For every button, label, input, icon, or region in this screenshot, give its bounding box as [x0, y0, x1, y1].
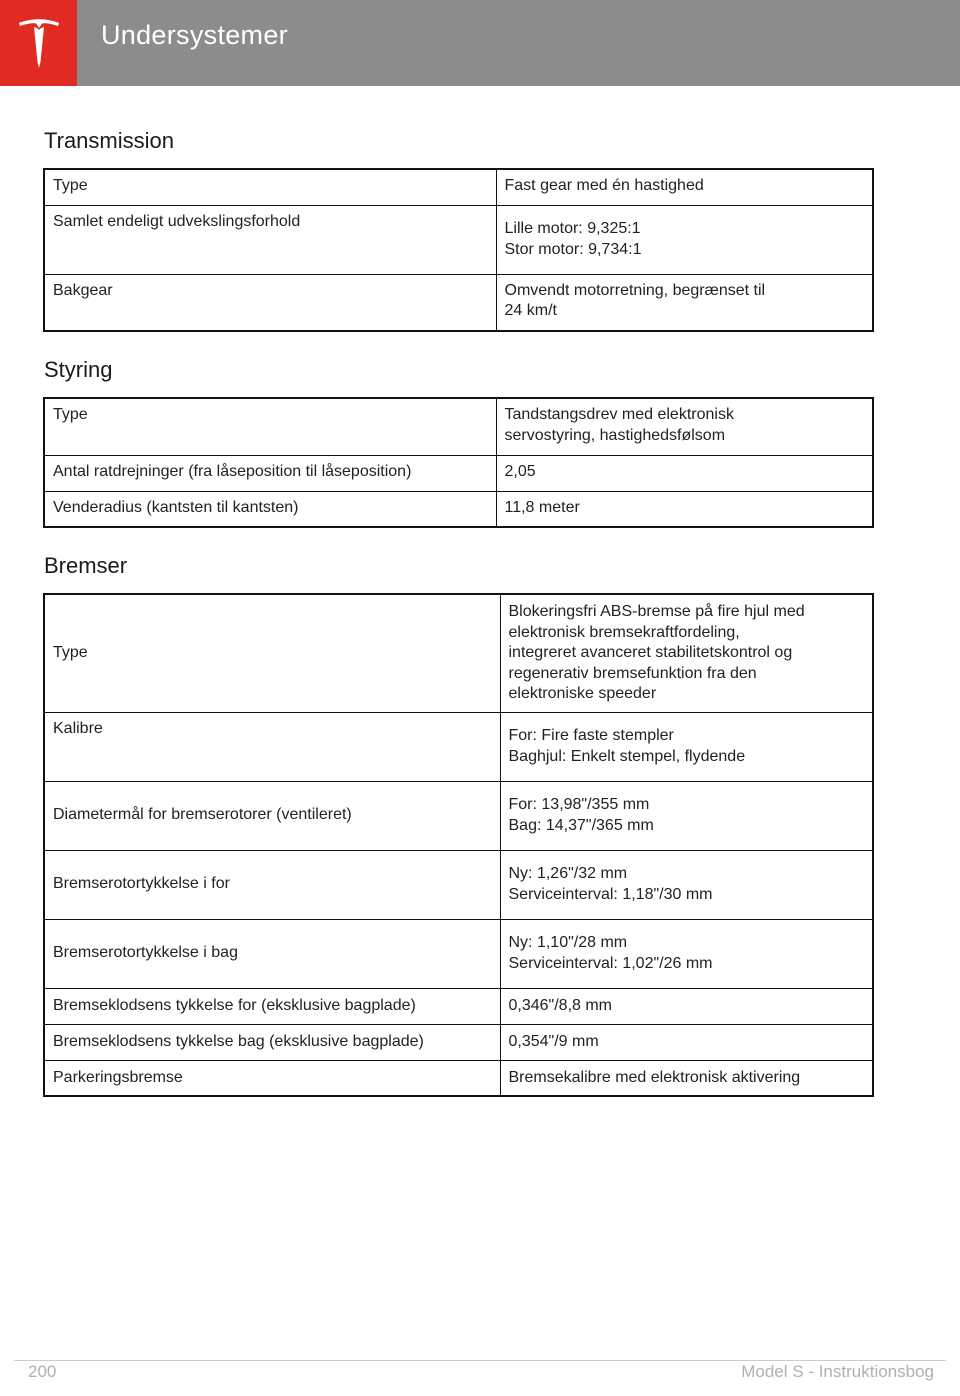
table-cell-label: Bremseklodsens tykkelse for (eksklusive bagplade): [44, 988, 500, 1024]
table-row: [44, 274, 873, 331]
table-row: [44, 169, 873, 205]
table-row: [44, 594, 873, 712]
table-cell-label: Parkeringsbremse: [44, 1060, 500, 1096]
table-cell-label: Type: [44, 398, 496, 455]
header-bar: [77, 0, 960, 86]
table-cell-value: Bremsekalibre med elektronisk aktivering: [500, 1060, 873, 1096]
table-row: [44, 398, 873, 455]
table-cell-value: Lille motor: 9,325:1 Stor motor: 9,734:1: [496, 205, 873, 274]
table-cell-label: Type: [44, 169, 496, 205]
table-cell-value: For: Fire faste stempler Baghjul: Enkelt stempel, flydende: [500, 712, 873, 781]
table-cell-label: Diametermål for bremserotorer (ventileret): [44, 781, 500, 850]
footer-document-title: Model S - Instruktionsbog: [741, 1362, 934, 1381]
section-title-steering: Styring: [44, 357, 113, 382]
table-cell-value: Ny: 1,26"/32 mm Serviceinterval: 1,18"/30 mm: [500, 850, 873, 919]
table-cell-value: 0,346"/8,8 mm: [500, 988, 873, 1024]
page-number: 200: [28, 1362, 57, 1381]
table-cell-label: Bakgear: [44, 274, 496, 331]
table-row: [44, 712, 873, 781]
table-cell-value: 2,05: [496, 455, 873, 491]
table-cell-value: Blokeringsfri ABS-bremse på fire hjul med elektronisk bremsekraftfordeling, integreret avanceret stabilitetskontrol og regenerativ bremsefunktion fra den elektroniske speeder: [500, 594, 873, 712]
table-row: [44, 491, 873, 527]
table-row: [44, 455, 873, 491]
table-row: [44, 1060, 873, 1096]
footer-divider: [14, 1360, 946, 1361]
transmission-table: [43, 168, 874, 332]
section-title-brakes: Bremser: [44, 553, 128, 578]
brakes-table: [43, 593, 874, 1097]
table-row: [44, 205, 873, 274]
table-row: [44, 919, 873, 988]
page-title: Undersystemer: [101, 20, 288, 50]
table-cell-label: Kalibre: [44, 712, 500, 781]
table-cell-value: 0,354"/9 mm: [500, 1024, 873, 1060]
table-cell-value: Tandstangsdrev med elektronisk servostyring, hastighedsfølsom: [496, 398, 873, 455]
table-cell-label: Samlet endeligt udvekslingsforhold: [44, 205, 496, 274]
table-row: [44, 1024, 873, 1060]
section-title-transmission: Transmission: [44, 128, 174, 153]
table-cell-value: For: 13,98"/355 mm Bag: 14,37"/365 mm: [500, 781, 873, 850]
logo-box: [0, 0, 77, 86]
table-cell-label: Antal ratdrejninger (fra låseposition til låseposition): [44, 455, 496, 491]
table-cell-label: Bremserotortykkelse i for: [44, 850, 500, 919]
table-cell-value: Omvendt motorretning, begrænset til 24 km/t: [496, 274, 873, 331]
table-cell-value: Ny: 1,10"/28 mm Serviceinterval: 1,02"/26 mm: [500, 919, 873, 988]
tesla-logo-icon: [16, 16, 62, 70]
table-cell-value: 11,8 meter: [496, 491, 873, 527]
table-row: [44, 850, 873, 919]
steering-table: [43, 397, 874, 528]
table-row: [44, 781, 873, 850]
table-cell-label: Bremserotortykkelse i bag: [44, 919, 500, 988]
table-cell-label: Type: [44, 594, 500, 712]
table-cell-value: Fast gear med én hastighed: [496, 169, 873, 205]
table-cell-label: Venderadius (kantsten til kantsten): [44, 491, 496, 527]
table-row: [44, 988, 873, 1024]
table-cell-label: Bremseklodsens tykkelse bag (eksklusive bagplade): [44, 1024, 500, 1060]
